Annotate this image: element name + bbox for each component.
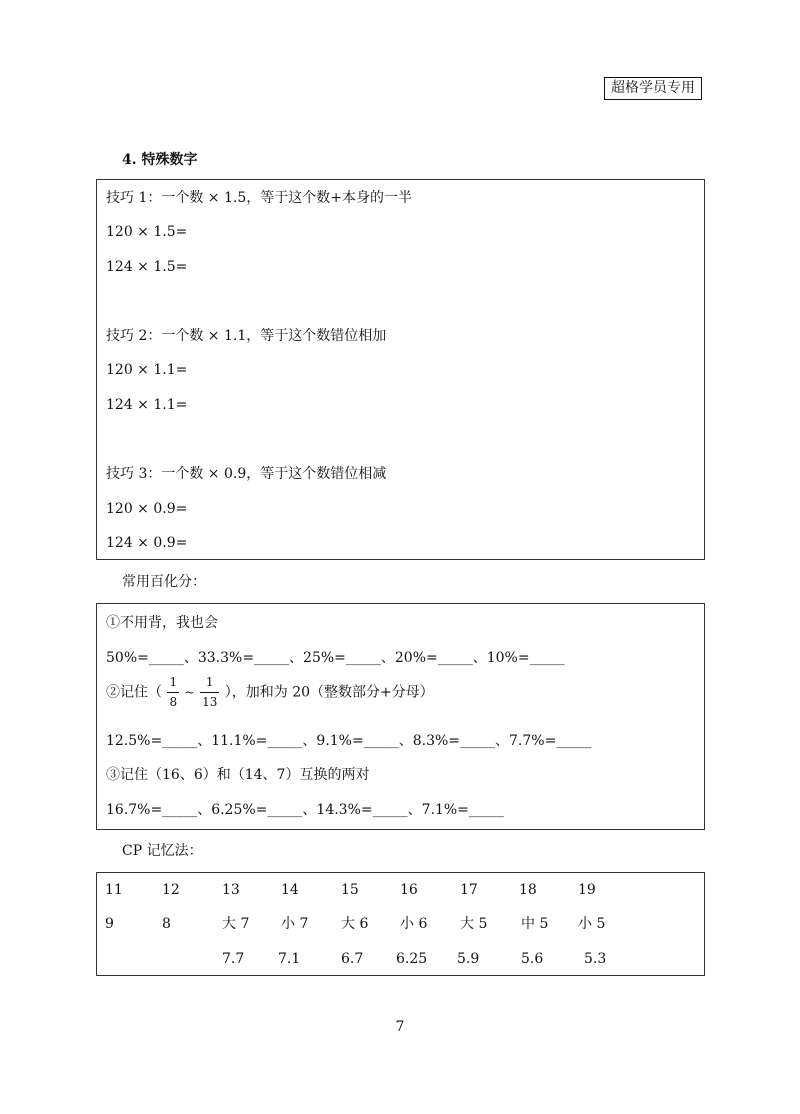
percent-line-5: ③记住（16、6）和（14、7）互换的两对 [106,767,370,783]
cp-row2-cell: 小 5 [578,916,606,932]
cp-row2-cell: 大 7 [222,916,250,932]
cp-row1-cell: 13 [222,882,240,898]
tip1-text: 技巧 1：一个数 × 1.5，等于这个数+本身的一半 [106,190,412,206]
cp-row1-cell: 15 [341,882,359,898]
cp-row1-cell: 17 [460,882,478,898]
tip2-example-2: 124 × 1.1= [106,397,188,413]
tip2-example-1: 120 × 1.1= [106,362,188,378]
range-tilde: ~ [184,685,195,700]
tip2-text: 技巧 2：一个数 × 1.1，等于这个数错位相加 [106,328,387,344]
cp-row2-cell: 大 6 [341,916,369,932]
percent-line-3 [106,676,434,709]
tip3-example-1: 120 × 0.9= [106,501,188,517]
tip3-example-2: 124 × 0.9= [106,535,188,551]
fraction-one-thirteenth [200,676,219,709]
cp-row2-cell: 大 5 [460,916,488,932]
percent-label: 常用百化分： [122,574,206,590]
percent-line-4: 12.5%=_____、11.1%=_____、9.1%=_____、8.3%=_____、7.7%=_____ [106,733,592,749]
section-heading: 4. 特殊数字 [122,152,198,168]
cp-row1-cell: 14 [281,882,299,898]
fraction-2-denominator: 13 [202,695,218,709]
cp-label: CP 记忆法： [122,843,203,859]
cp-row2-cell: 小 7 [281,916,309,932]
cp-row3-cell: 5.3 [584,951,607,967]
cp-row3-cell: 7.1 [278,951,301,967]
cp-row3-cell: 6.7 [341,951,364,967]
percent-line-6: 16.7%=_____、6.25%=_____、14.3%=_____、7.1%=_____ [106,802,504,818]
cp-row1-cell: 11 [105,882,123,898]
cp-row1-cell: 18 [519,882,537,898]
tip1-example-2: 124 × 1.5= [106,259,188,275]
percent-box [96,603,705,830]
fraction-1-denominator: 8 [169,695,178,709]
cp-row2-cell: 小 6 [400,916,428,932]
cp-row2-cell: 中 5 [521,916,549,932]
percent-line-3-post: ），加和为 20（整数部分+分母） [224,684,434,701]
tip1-example-1: 120 × 1.5= [106,224,188,240]
fraction-one-eighth [167,676,179,709]
page-number: 7 [395,1019,405,1035]
cp-row3-cell: 7.7 [222,951,245,967]
cp-table [96,872,705,976]
percent-line-3-pre: ②记住（ [106,684,162,701]
fraction-1-numerator: 1 [167,676,179,693]
percent-line-2: 50%=_____、33.3%=_____、25%=_____、20%=_____、10%=_____ [106,650,565,666]
tips-box [96,179,705,560]
cp-row3-cell: 6.25 [396,951,428,967]
student-only-badge: 超格学员专用 [604,77,702,100]
percent-line-1: ①不用背，我也会 [106,615,218,631]
cp-row1-cell: 12 [162,882,180,898]
cp-row2-cell: 8 [162,916,171,932]
cp-row3-cell: 5.6 [521,951,544,967]
cp-row2-cell: 9 [105,916,114,932]
cp-row1-cell: 19 [578,882,596,898]
cp-row3-cell: 5.9 [457,951,480,967]
cp-row1-cell: 16 [400,882,418,898]
fraction-2-numerator: 1 [200,676,219,693]
tip3-text: 技巧 3：一个数 × 0.9，等于这个数错位相减 [106,466,387,482]
